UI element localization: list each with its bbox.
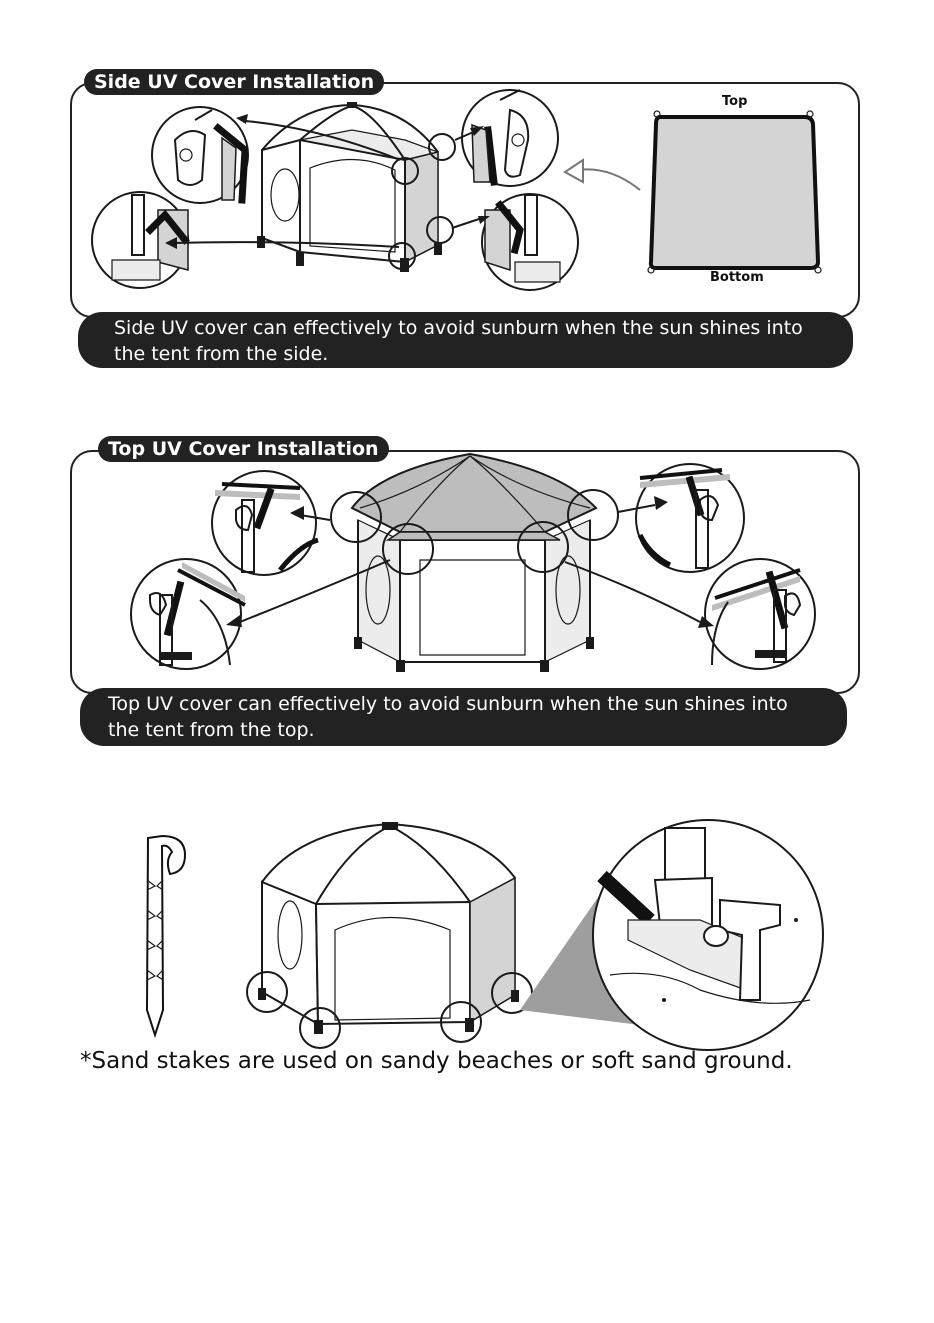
side-caption-line-1: Side UV cover can effectively to avoid sunburn when the sun shines into bbox=[114, 317, 803, 339]
sand-stake-note: *Sand stakes are used on sandy beaches or soft sand ground. bbox=[80, 1048, 793, 1074]
cover-label-top: Top bbox=[722, 94, 748, 109]
tent-with-stakes bbox=[258, 822, 519, 1034]
top-caption-line-2: the tent from the top. bbox=[108, 719, 315, 741]
side-caption-line-2: the tent from the side. bbox=[114, 343, 329, 365]
top-section-title: Top UV Cover Installation bbox=[98, 436, 389, 462]
sand-stake-icon bbox=[147, 836, 185, 1035]
cover-label-bottom: Bottom bbox=[710, 270, 764, 285]
side-section-title: Side UV Cover Installation bbox=[84, 69, 384, 95]
top-caption-line-1: Top UV cover can effectively to avoid sunburn when the sun shines into bbox=[108, 693, 788, 715]
zoom-stake-detail bbox=[593, 820, 823, 1050]
